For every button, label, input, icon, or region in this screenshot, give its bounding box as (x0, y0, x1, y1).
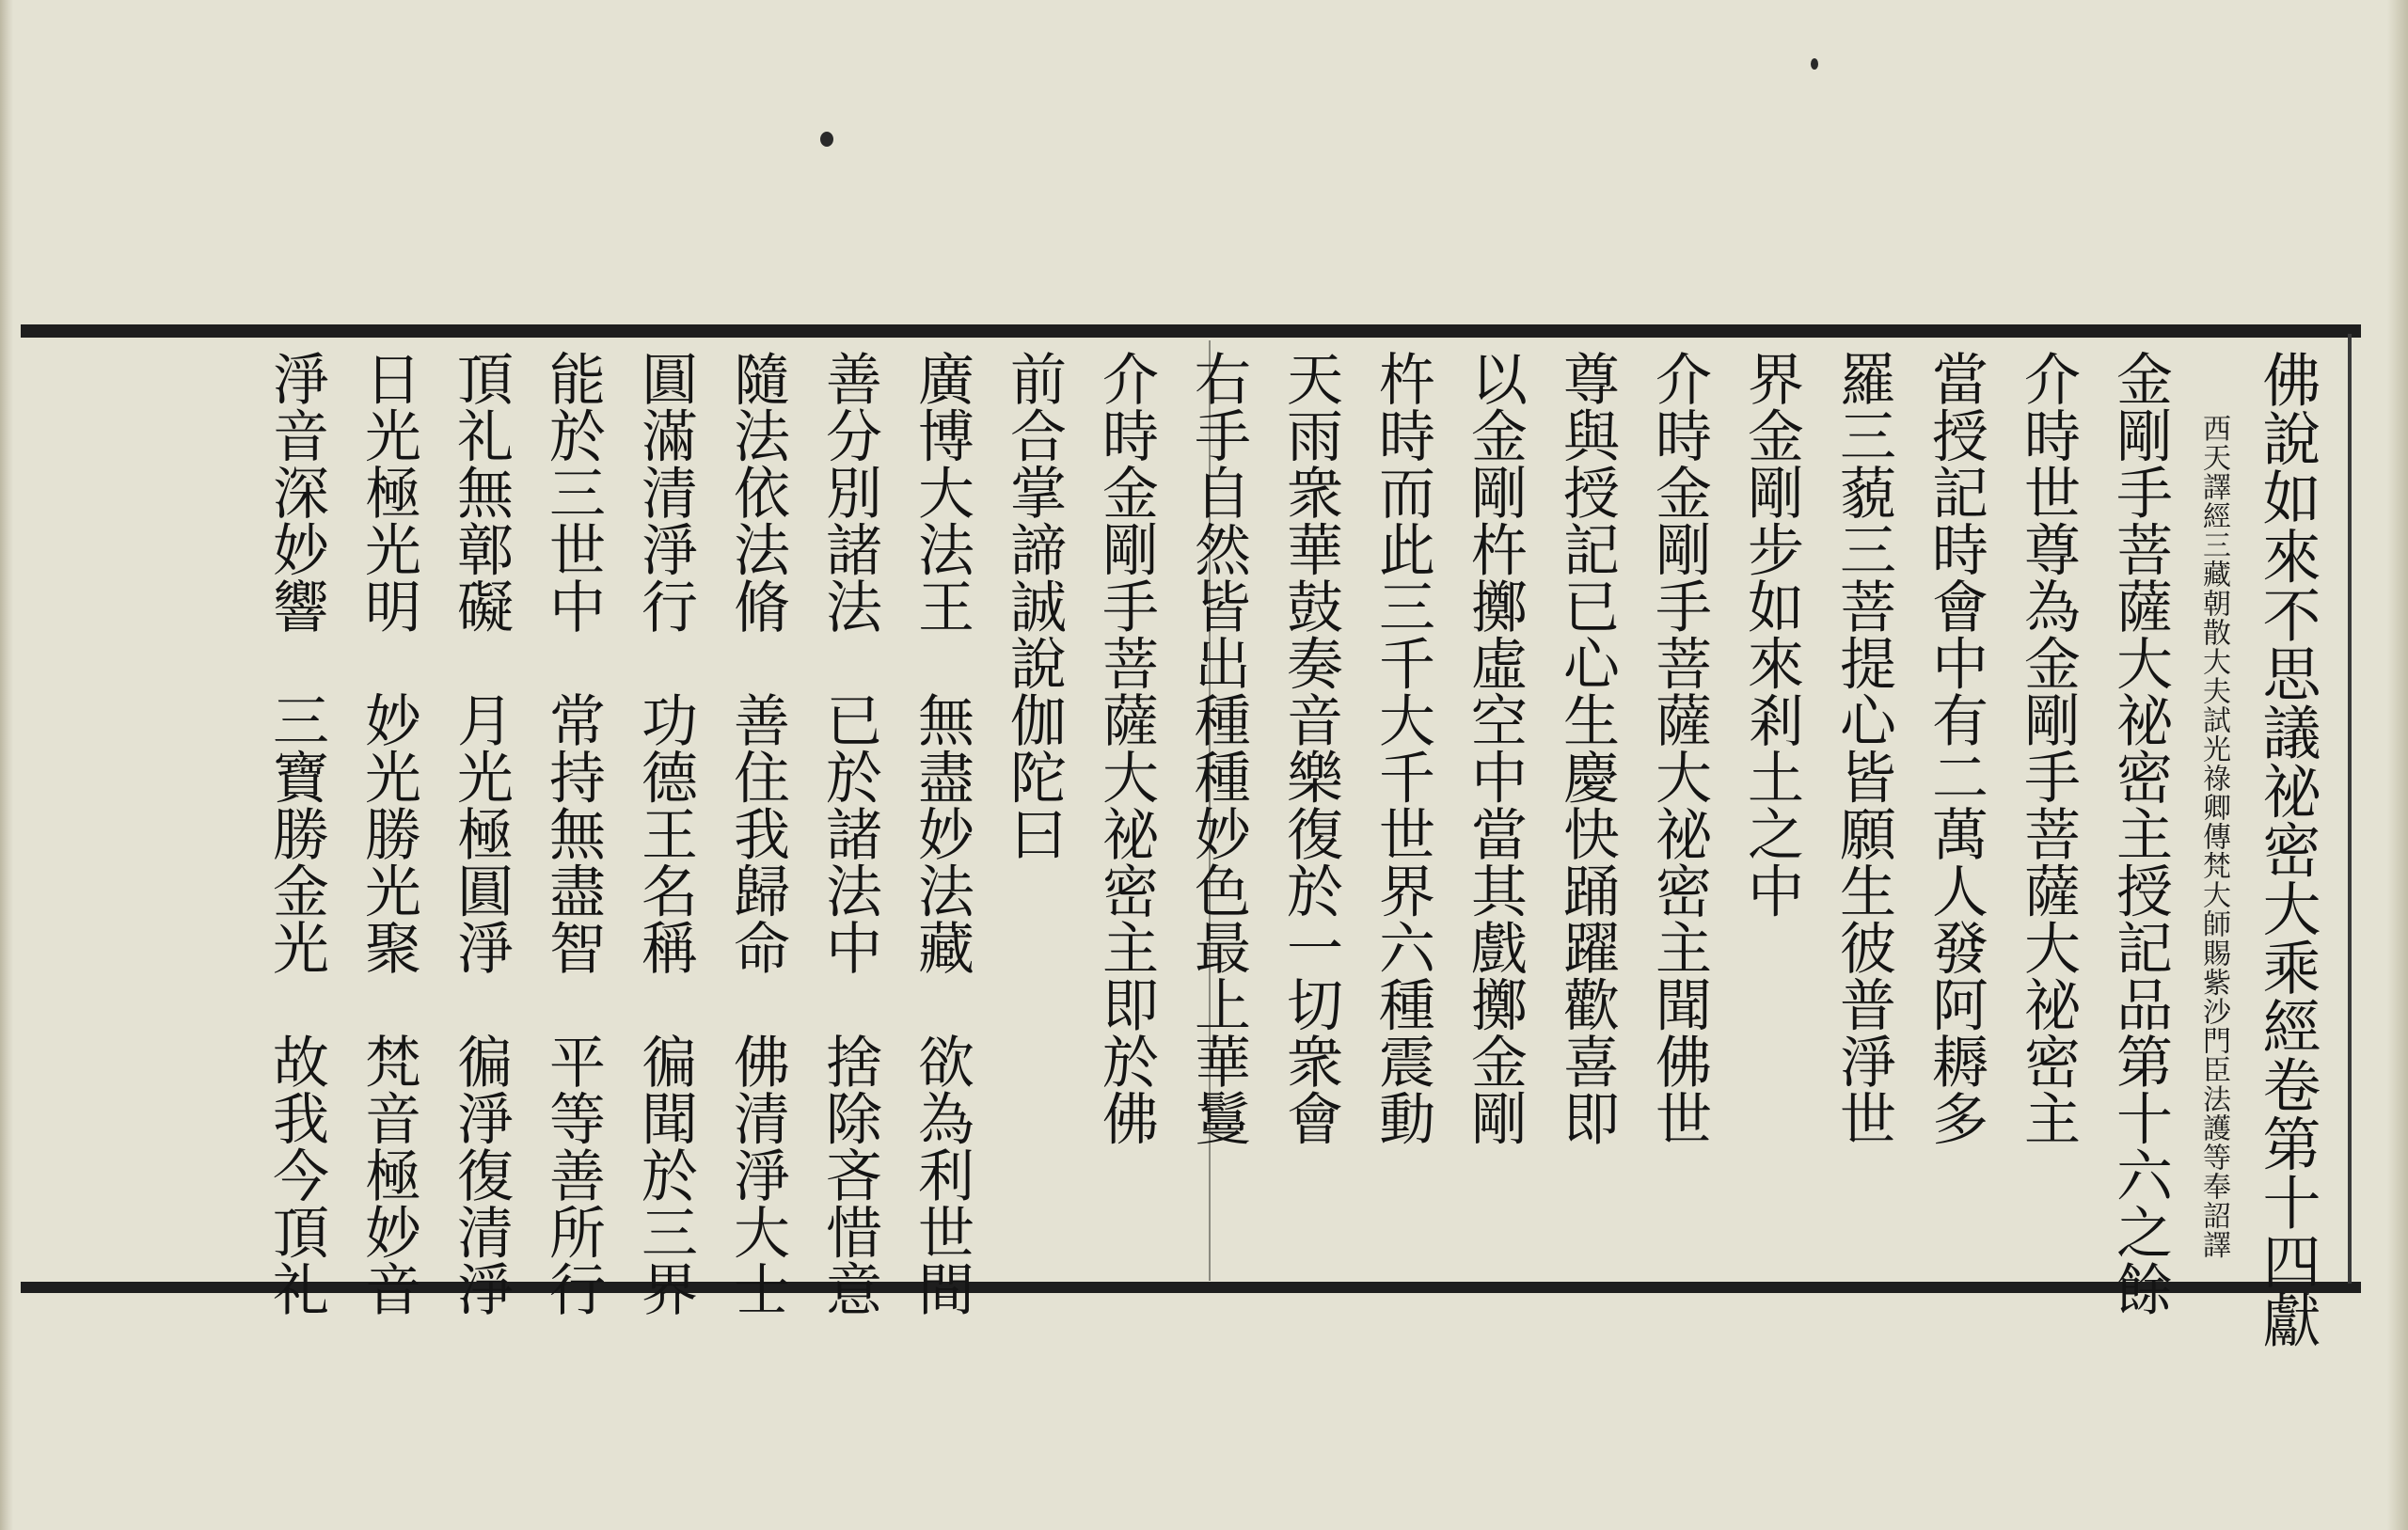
verse-column: 淨音深妙響 三寶勝金光 故我今頂礼 (263, 350, 329, 1317)
text-column: 天雨衆華鼓奏音樂復於一切衆會 (1277, 350, 1343, 1146)
page-right-edge (2387, 0, 2408, 1530)
sutra-text (56, 350, 2333, 1349)
page-left-edge (0, 0, 13, 1530)
sutra-title-column (2241, 350, 2333, 1349)
text-column: 當授記時會中有二萬人發阿耨多 (1923, 350, 1988, 1146)
text-column: 羅三藐三菩提心皆願生彼普淨世 (1830, 350, 1896, 1146)
text-column: 尊與授記已心生慶快踊躍歡喜即 (1554, 350, 1620, 1146)
ink-speck (1811, 58, 1818, 70)
frame-right-rule (2348, 334, 2352, 1284)
sutra-title: 佛說如來不思議祕密大乘經卷第十四 (2253, 350, 2321, 1290)
text-column: 界金剛步如來剎土之中 (1738, 350, 1804, 919)
text-column: 杵時而此三千大千世界六種震動 (1370, 350, 1435, 1146)
text-column: 介時金剛手菩薩大祕密主即於佛 (1093, 350, 1159, 1146)
text-column: 介時金剛手菩薩大祕密主聞佛世 (1646, 350, 1712, 1146)
verse-column: 廣博大法王 無盡妙法藏 欲為利世間 (909, 350, 974, 1317)
verse-column: 頂礼無鄣礙 月光極圓淨 徧淨復清淨 (448, 350, 514, 1317)
verse-column: 能於三世中 常持無盡智 平等善所行 (540, 350, 606, 1317)
ink-speck (820, 132, 833, 147)
verse-column: 隨法依法脩 善住我歸命 佛清淨大士 (724, 350, 790, 1317)
verse-column: 日光極光明 妙光勝光聚 梵音極妙音 (356, 350, 421, 1317)
verse-column: 善分別諸法 已於諸法中 捨除吝惜意 (816, 350, 882, 1317)
text-column: 以金剛杵擲虛空中當其戲擲金剛 (1462, 350, 1528, 1146)
text-column: 右手自然皆出種種妙色最上華鬘 (1185, 350, 1251, 1146)
text-column: 前合掌諦誠說伽陀曰 (1001, 350, 1067, 862)
text-column: 介時世尊為金剛手菩薩大祕密主 (2015, 350, 2081, 1146)
translator-line: 西天譯經三藏朝散大夫試光祿卿傳梵大師賜紫沙門臣法護等奉詔譯 (2197, 414, 2230, 1259)
volume-mark: 獻 (2253, 1290, 2321, 1349)
verse-column: 圓滿清淨行 功德王名稱 徧聞於三界 (632, 350, 698, 1317)
text-column: 金剛手菩薩大祕密主授記品第十六之餘 (2107, 350, 2173, 1317)
